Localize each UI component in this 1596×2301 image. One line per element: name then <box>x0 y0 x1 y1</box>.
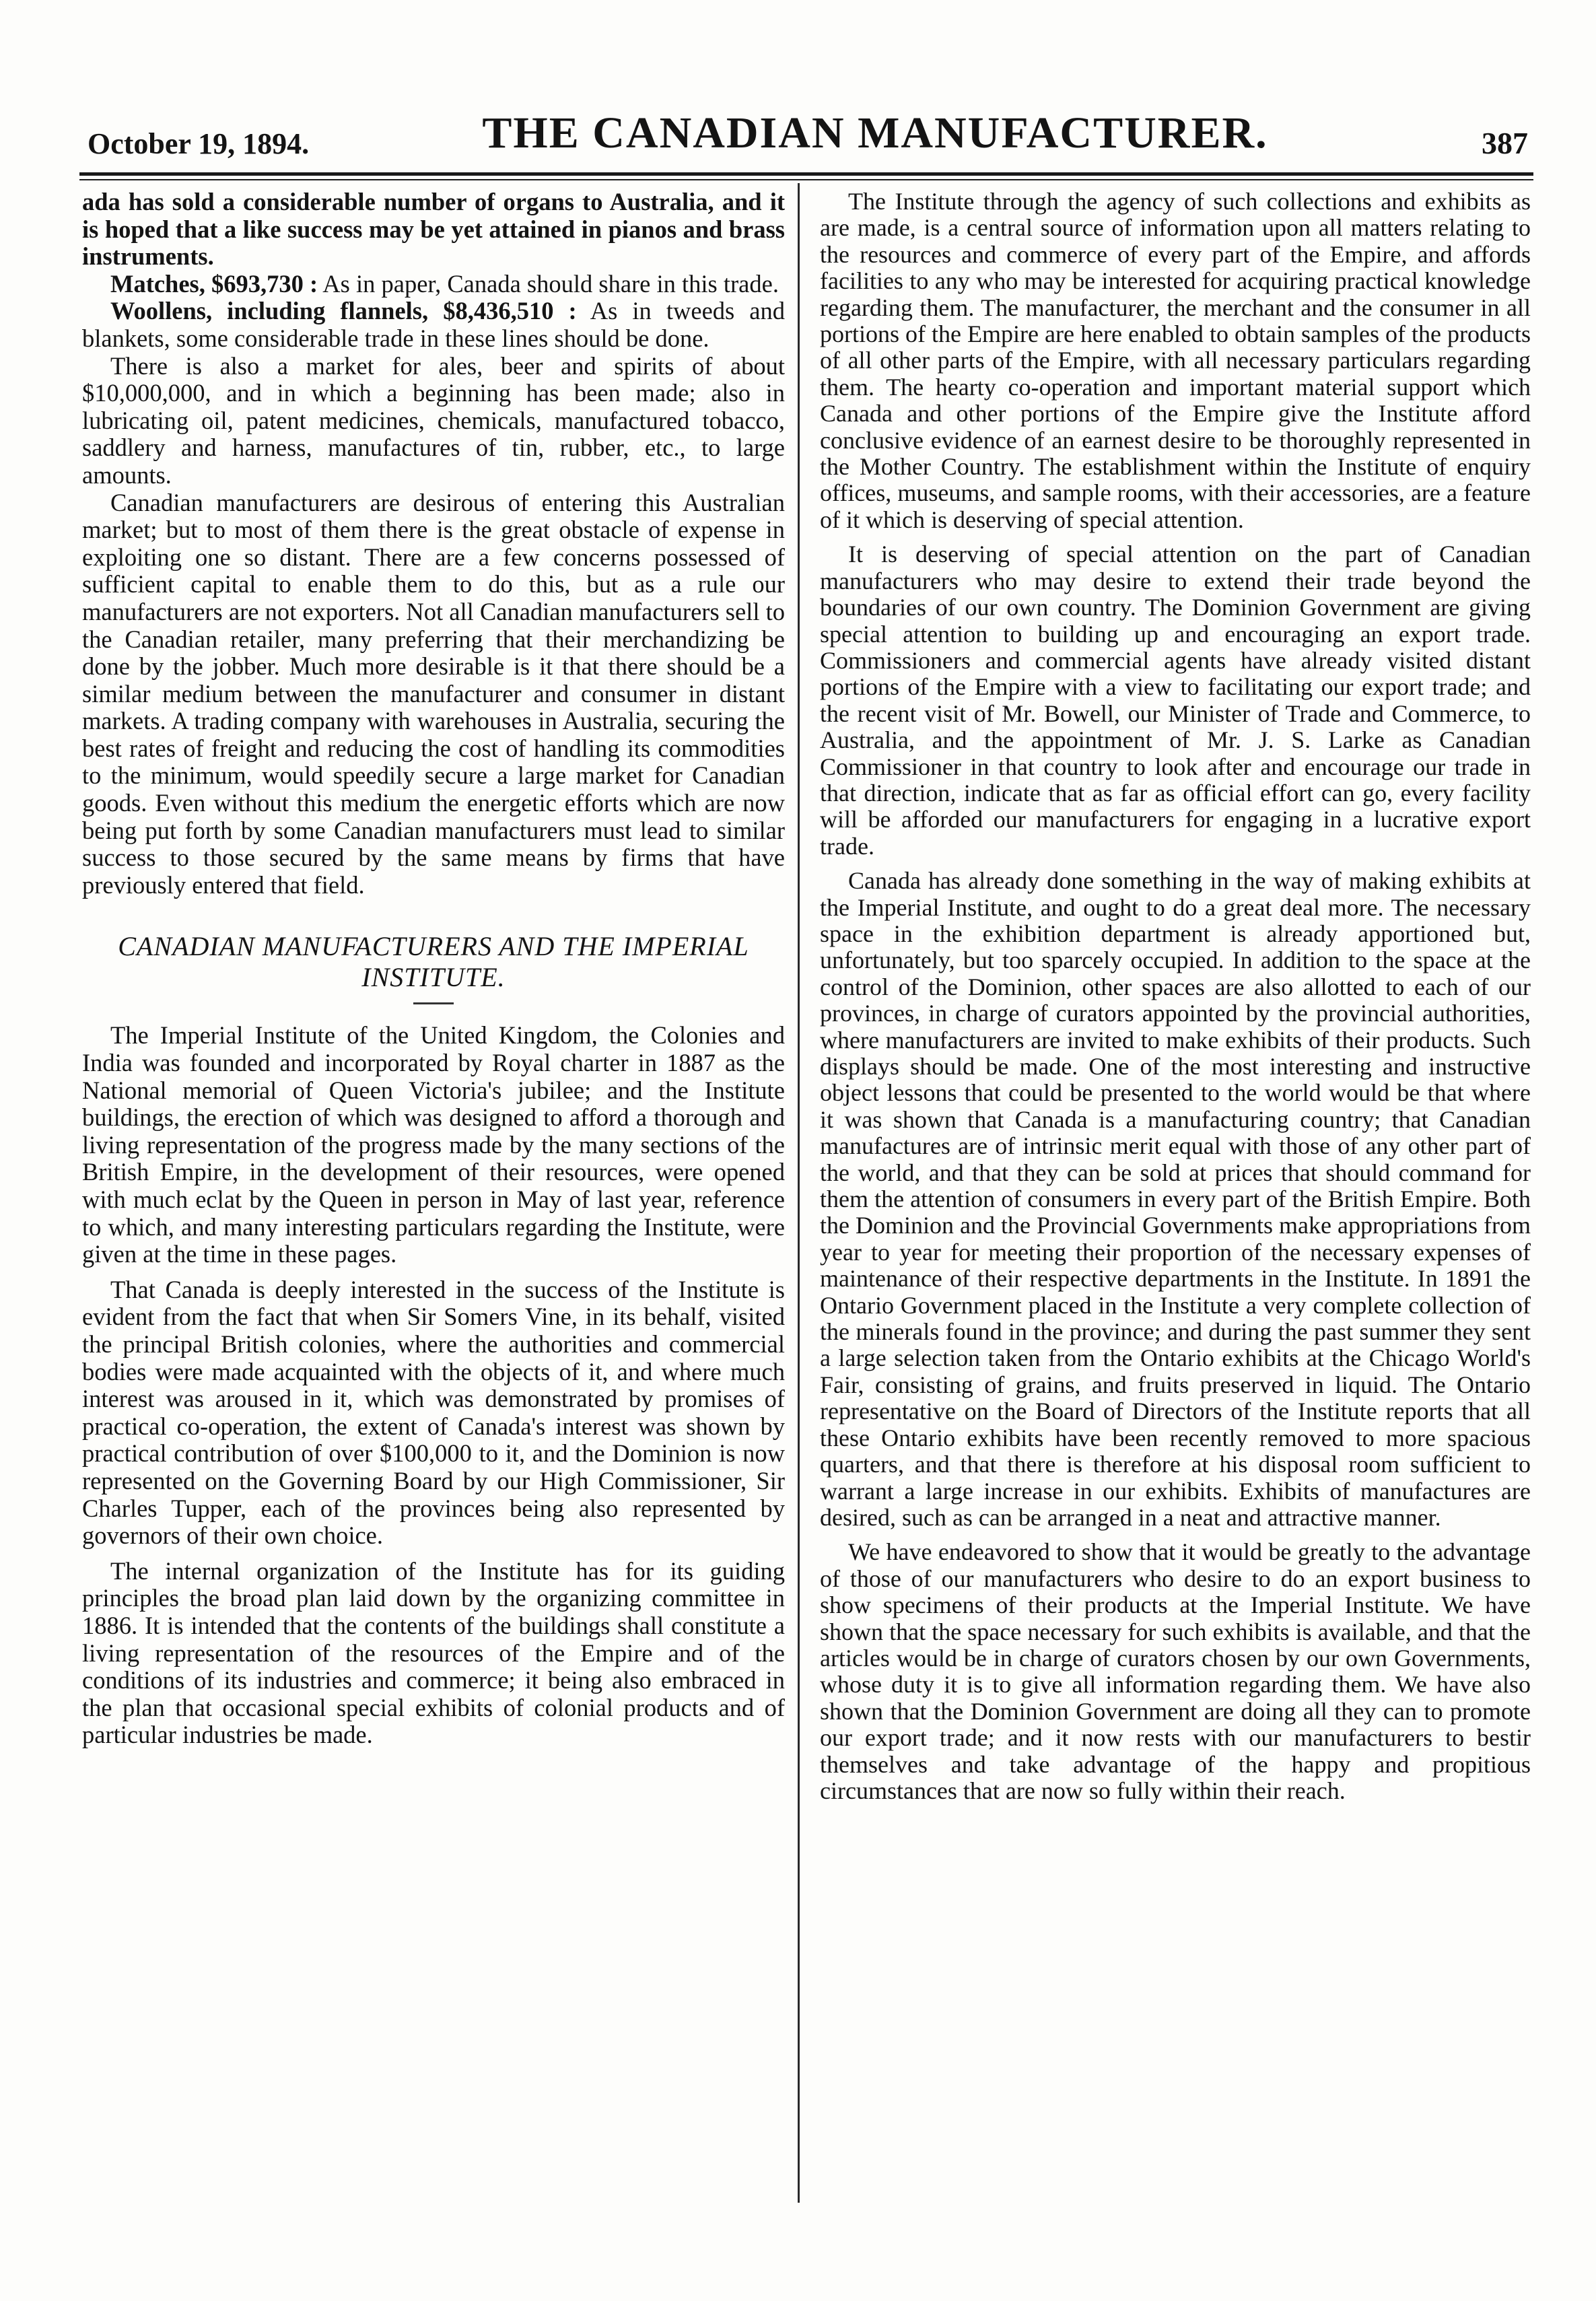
header-rule-thin <box>79 179 1533 180</box>
header-date: October 19, 1894. <box>88 127 310 160</box>
woollens-label: Woollens, including flannels, $8,436,510 : <box>110 297 577 325</box>
page-number: 387 <box>1482 126 1528 160</box>
paragraph-internal-organization: The internal organization of the Institute has for its guiding principles the broad plan laid down by the organizing committee in 1886. It is intended that the contents of the buildings shall constitute a living representation of the resources of the Empire and of the conditions of its industries and commerce; it being also embraced in the plan that occasional special exhibits of colonial products and of particular industries be made. <box>82 1556 785 1749</box>
heading-rule <box>413 1002 454 1004</box>
paragraph-conclusion: We have endeavored to show that it would be greatly to the advantage of those of our manufacturers who desire to do an export business to show specimens of their products at the Imperial Institute. We have shown that the space necessary for such exhibits is available, and that the articles would be in charge of curators chosen by our own Governments, whose duty it is to give all information regarding them. We have also shown that the Dominion Government are doing all they can to promote our export trade; and it now rests with our manufacturers to bestir themselves and take advantage of the happy and propitious circumstances that are now so fully within their reach. <box>820 1538 1531 1804</box>
paragraph-imperial-institute: The Imperial Institute of the United Kingdom, the Colonies and India was founded and incorporated by Royal charter in 1887 as the National memorial of Queen Victoria's jubilee; and the Institute buildings, the erection of which was designed to afford a thorough and living representation of the progress made by the many sections of the British Empire, in the development of their resources, were opened with much eclat by the Queen in person in May of last year, reference to which, and many interesting particulars regarding the Institute, were given at the time in these pages. <box>82 1021 785 1268</box>
header-rule <box>79 172 1533 176</box>
paragraph-institute-agency: The Institute through the agency of such collections and exhibits as are made, is a central source of information upon all matters relating to the resources and commerce of every part of the Empire, and affords facilities to any who may be interested for acquiring practical knowledge regarding them. The manufacturer, the merchant and the consumer in all portions of the Empire are here enabled to obtain samples of the products of all other parts of the Empire, with all necessary particulars regarding them. The hearty co-operation and important material support which Canada and other portions of the Empire give the Institute afford conclusive evidence of an earnest desire to be thoroughly represented in the Mother Country. The establishment within the Institute of enquiry offices, museums, and sample rooms, with their accessories, are a feature of it which is deserving of special attention. <box>820 188 1531 533</box>
paragraph-woollens <box>82 298 785 352</box>
paragraph-organs: ada has sold a considerable number of organs to Australia, and it is hoped that a like success may be yet attained in pianos and brass instruments. <box>82 188 785 271</box>
matches-label: Matches, $693,730 : <box>110 269 318 298</box>
woollens-text: As in tweeds and blankets, some considerable trade in these lines should be done. <box>82 297 785 352</box>
paragraph-canadian-manufacturers: Canadian manufacturers are desirous of entering this Australian market; but to most of them there is the great obstacle of expense in exploiting one so distant. There are a few concerns possessed of sufficient capital to enable them to do this, but as a rule our manufacturers are not exporters. Not all Canadian manufacturers sell to the Canadian retailer, many preferring that their merchandizing be done by the jobber. Much more desirable is it that there should be a similar medium between the manufacturer and consumer in distant markets. A trading company with warehouses in Australia, securing the best rates of freight and reducing the cost of handling its commodities to the minimum, would speedily secure a large market for Canadian goods. Even without this medium the energetic efforts which are now being put forth by some Canadian manufacturers must lead to similar success to those secured by the same means by firms that have previously entered that field. <box>82 488 785 899</box>
paragraph-ales: There is also a market for ales, beer and spirits of about $10,000,000, and in which a beginning has been made; also in lubricating oil, patent medicines, chemicals, manufactured tobacco, saddlery and harness, manufactures of tin, rubber, etc., to large amounts. <box>82 351 785 489</box>
column-divider <box>798 183 800 2203</box>
section-heading: CANADIAN MANUFACTURERS AND THE IMPERIAL INSTITUTE. <box>118 931 749 993</box>
paragraph-matches <box>82 271 785 298</box>
page-header <box>88 108 1528 168</box>
left-column <box>82 188 785 2215</box>
matches-text: As in paper, Canada should share in this trade. <box>318 269 779 298</box>
masthead-title: THE CANADIAN MANUFACTURER. <box>482 108 1268 158</box>
paragraph-canada-interest: That Canada is deeply interested in the success of the Institute is evident from the fact that when Sir Somers Vine, in its behalf, visited the principal British colonies, where the authorities and commercial bodies were made acquainted with the objects of it, and where much interest was aroused in it, which was demonstrated by promises of practical co-operation, the extent of Canada's interest was shown by practical contribution of over $100,000 to it, and the Dominion is now represented on the Governing Board by our High Commissioner, Sir Charles Tupper, each of the provinces being also represented by governors of their own choice. <box>82 1275 785 1550</box>
paragraph-exhibits: Canada has already done something in the way of making exhibits at the Imperial Institute, and ought to do a great deal more. The necessary space in the exhibition department is already apportioned but, unfortunately, but too sparcely occupied. In addition to the space at the control of the Dominion, other spaces are also allotted to each of our provinces, in charge of curators appointed by the provincial authorities, where manufacturers are invited to make exhibits of their products. Such displays should be made. One of the most interesting and instructive object lessons that could be presented to the world would be that where it was shown that Canada is a manufacturing country; that Canadian manufactures are of intrinsic merit equal with those of any other part of the world, and that they can be sold at prices that should command for them the attention of consumers in every part of the British Empire. Both the Dominion and the Provincial Governments make appropriations from year to year for meeting their proportion of the necessary expenses of maintenance of their respective departments in the Institute. In 1891 the Ontario Government placed in the Institute a very complete collection of the minerals found in the province; and during the past summer they sent a large selection taken from the Ontario exhibits at the Chicago World's Fair, consisting of grains, and fruits preserved in liquid. The Ontario representative on the Board of Directors of the Institute reports that all these Ontario exhibits have been recently removed to more spacious quarters, and that there is therefore at his disposal room sufficient to warrant a large increase in our exhibits. Exhibits of manufactures are desired, such as can be arranged in a neat and attractive manner. <box>820 867 1531 1531</box>
right-column <box>820 188 1531 2222</box>
paragraph-special-attention: It is deserving of special attention on the part of Canadian manufacturers who may desire to extend their trade beyond the boundaries of our own country. The Dominion Government are giving special attention to building up and encouraging an export trade. Commissioners and commercial agents have already visited distant portions of the Empire with a view to facilitating our export trade; and the recent visit of Mr. Bowell, our Minister of Trade and Commerce, to Australia, and the appointment of Mr. J. S. Larke as Canadian Commissioner in that country to look after and encourage our trade in that direction, indicate that as far as official effort can go, every facility will be afforded our manufacturers for engaging in a lucrative export trade. <box>820 541 1531 860</box>
